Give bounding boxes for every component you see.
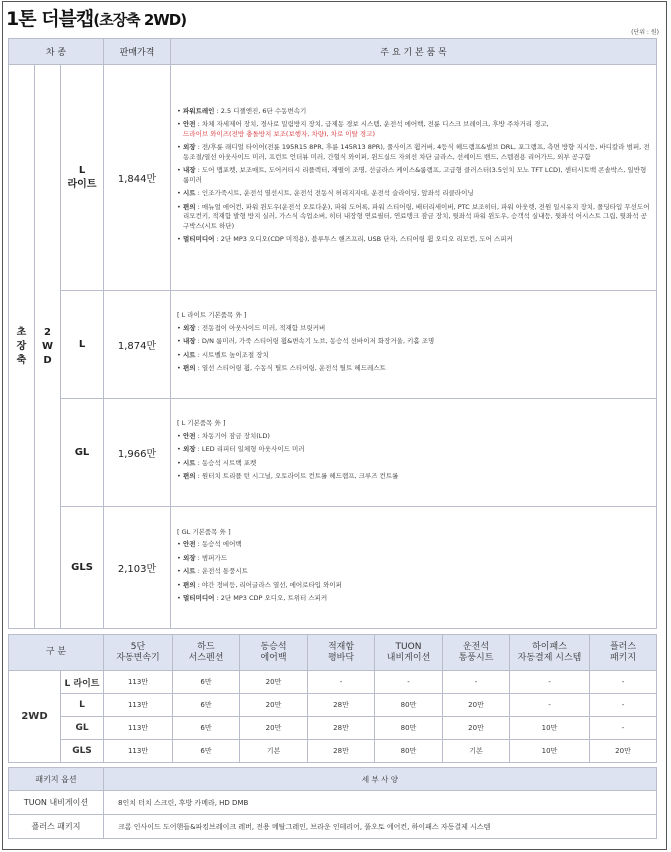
feature-text: : 차체 자세제어 장치, 경사로 밀림방지 장치, 급제동 경보 시스템, 운전석 에어백, 전륜 디스크 브레이크, 후방 주차거리 경고,: [195, 120, 549, 128]
option-corner: 구 분: [9, 635, 104, 671]
option-column-header: TUON 내비게이션: [375, 635, 443, 671]
spec-table: [8, 38, 657, 629]
feature-item: [177, 107, 652, 117]
package-table: [8, 767, 657, 839]
option-price: -: [590, 671, 657, 694]
option-table: [8, 634, 657, 763]
feature-category: 시트: [183, 458, 196, 467]
feature-text: : 2.5 디젤엔진, 6단 수동변속기: [214, 106, 307, 115]
option-price: 기본: [443, 740, 510, 763]
option-price: 6만: [173, 694, 240, 717]
option-trim: GLS: [61, 740, 104, 763]
feature-item: [177, 166, 652, 185]
feature-category: 내장: [183, 337, 196, 346]
feature-list: [177, 540, 652, 604]
option-price: 20만: [443, 694, 510, 717]
option-price: 6만: [173, 740, 240, 763]
feature-text: : 운전석 통풍시트: [195, 567, 248, 575]
option-price: -: [443, 671, 510, 694]
feature-text: : LED 리피터 일체형 아웃사이드 미러: [195, 445, 305, 454]
option-price: 10만: [510, 740, 590, 763]
trim-label: GL: [61, 399, 104, 507]
feature-text: : 전동접이 아웃사이드 미러, 적재함 브릿커버: [195, 323, 326, 332]
feature-category: 내장: [183, 166, 196, 174]
feature-text: : D/N 룸미러, 가죽 스티어링 휠&변속기 노브, 동승석 선바이저 화장거울, 키홀 조명: [195, 337, 435, 346]
feature-category: 외장: [183, 553, 196, 562]
trim-label: L 라이트: [61, 65, 104, 291]
page-title: [6, 4, 186, 31]
option-column-header: 적재함 평바닥: [308, 635, 375, 671]
feature-highlight: 드라이브 와이즈(전방 충돌방지 보조(보행자, 차량), 차로 이탈 경고): [183, 129, 376, 138]
option-price: -: [510, 694, 590, 717]
feature-item: [177, 203, 652, 232]
feature-item: [177, 235, 652, 245]
option-price: 6만: [173, 717, 240, 740]
feature-item: [177, 540, 652, 550]
option-price: -: [590, 717, 657, 740]
option-price: 28만: [308, 717, 375, 740]
option-column-header: 하드 서스펜션: [173, 635, 240, 671]
feature-item: [177, 472, 652, 482]
header-features: 주 요 기 본 품 목: [171, 39, 657, 65]
feature-text: : 차동기어 잠금 장치(LD): [195, 431, 270, 440]
feature-item: [177, 445, 652, 455]
package-detail: 크롬 인사이드 도어핸들&파킹브레이크 레버, 전용 메탈그레인, 브라운 인테리어, 풀오토 에어컨, 하이패스 자동결제 시스템: [104, 815, 657, 839]
feature-text: : 전/후륜 래디얼 타이어(전륜 195R15 8PR, 후륜 145R13 8PR), 풀사이즈 휠커버, 4등식 헤드램프&벌브 DRL, 포그램프, 측면 방향 지시등, 바디칼라 범퍼, 전동조절/열선 아웃사이드 미러, 프런트 언더뷰 미러, 간헐식 와이퍼, 윈드실드 자외선 차단 글라스, 선셰이드 밴드, 스텝겸용 리어가드, 외부 공구함: [183, 143, 650, 161]
feature-category: 시트: [183, 567, 196, 575]
features-cell: [171, 507, 657, 629]
title-sub: (초장축 2WD): [93, 11, 187, 29]
package-header-right: 세 부 사 양: [104, 768, 657, 791]
option-price: 20만: [240, 694, 308, 717]
feature-category: 파워트레인: [183, 106, 215, 115]
option-trim: L: [61, 694, 104, 717]
option-price: 28만: [308, 740, 375, 763]
features-cell: [171, 399, 657, 507]
feature-item: [177, 324, 652, 334]
option-column-header: 운전석 통풍시트: [443, 635, 510, 671]
feature-lead: [ L 라이트 기본품목 外 ]: [177, 311, 247, 320]
feature-category: 안전: [183, 431, 196, 440]
option-price: 20만: [240, 671, 308, 694]
feature-item: [177, 459, 652, 469]
option-price: 80만: [375, 740, 443, 763]
feature-item: [177, 337, 652, 347]
feature-list: [177, 107, 652, 245]
option-price: -: [375, 671, 443, 694]
feature-category: 외장: [183, 143, 196, 151]
option-column-header: 5단 자동변속기: [104, 635, 173, 671]
trim-price: 2,103만: [104, 507, 171, 629]
feature-category: 멀티미디어: [183, 594, 215, 602]
feature-item: [177, 189, 652, 199]
feature-item: [177, 120, 652, 139]
option-price: 20만: [240, 717, 308, 740]
feature-item: [177, 594, 652, 604]
feature-text: : 2단 MP3 오디오(CDP 미적용), 블루투스 핸즈프리, USB 단자, 스티어링 휠 오디오 리모컨, 도어 스피커: [214, 235, 513, 243]
option-trim: L 라이트: [61, 671, 104, 694]
features-cell: [171, 65, 657, 291]
feature-category: 안전: [183, 120, 196, 128]
feature-category: 안전: [183, 540, 196, 548]
feature-text: : 인조가죽시트, 운전석 열선시트, 운전석 전동식 허리지지대, 운전석 슬라이딩, 앞좌석 리클라이닝: [195, 189, 474, 197]
feature-item: [177, 364, 652, 374]
feature-category: 멀티미디어: [183, 235, 215, 243]
option-price: 80만: [375, 694, 443, 717]
package-name: 플러스 패키지: [9, 815, 104, 839]
feature-text: : 매뉴얼 에어컨, 파워 윈도우(운전석 오토다운), 파워 도어록, 파워 스티어링, 배터리세이버, PTC 보조히터, 파워 아웃렛, 전원 일시유지 장치, 폴딩타입 무선도어 리모컨키, 적재함 발형 방지 실러, 가스식 속업소버, 히터 내장형 연료필터, 연료탱크 잠금 장치, 뒷좌석 파워 윈도우, 승객석 실내등, 뒷좌석 어시스트 그립, 뒷좌석 공구박스(시트 하단): [183, 202, 650, 230]
feature-text: : 열선 스티어링 휠, 수동식 틸트 스티어링, 운전석 틸트 헤드레스트: [195, 364, 386, 373]
option-column-header: 플러스 패키지: [590, 635, 657, 671]
option-price: 113만: [104, 694, 173, 717]
feature-lead: [ GL 기본품목 外 ]: [177, 527, 231, 536]
feature-list: [177, 432, 652, 482]
feature-category: 외장: [183, 445, 196, 454]
package-name: TUON 내비게이션: [9, 791, 104, 815]
feature-category: 편의: [183, 364, 196, 373]
option-price: -: [308, 671, 375, 694]
option-price: 80만: [375, 717, 443, 740]
unit-note: (단위 : 원): [631, 29, 659, 36]
option-price: 기본: [240, 740, 308, 763]
feature-text: : 동승석 시트백 포켓: [195, 458, 257, 467]
feature-item: [177, 581, 652, 591]
option-price: 113만: [104, 740, 173, 763]
trim-price: 1,844만: [104, 65, 171, 291]
trim-label: GLS: [61, 507, 104, 629]
header-model: 차 종: [9, 39, 104, 65]
feature-list: [177, 324, 652, 374]
drive-label: 2 W D: [35, 65, 61, 629]
feature-text: : 원터치 트리플 턴 시그널, 오토라이트 컨트롤 헤드램프, 크루즈 컨트롤: [195, 472, 399, 481]
feature-text: : 동승석 에어백: [195, 540, 242, 548]
group-label: 초 장 축: [9, 65, 35, 629]
feature-item: [177, 554, 652, 564]
option-price: 20만: [590, 740, 657, 763]
option-price: 113만: [104, 717, 173, 740]
feature-category: 시트: [183, 350, 196, 359]
feature-item: [177, 351, 652, 361]
feature-text: : 범퍼가드: [195, 553, 228, 562]
feature-category: 외장: [183, 323, 196, 332]
option-price: 113만: [104, 671, 173, 694]
option-column-header: 하이패스 자동결제 시스템: [510, 635, 590, 671]
feature-category: 시트: [183, 189, 196, 197]
package-detail: 8인치 터치 스크린, 후방 카메라, HD DMB: [104, 791, 657, 815]
feature-item: [177, 567, 652, 577]
feature-item: [177, 143, 652, 162]
feature-lead: [ L 기본품목 外 ]: [177, 419, 226, 428]
option-price: 6만: [173, 671, 240, 694]
features-cell: [171, 291, 657, 399]
title-main: 1톤 더블캡: [6, 8, 94, 30]
option-price: 10만: [510, 717, 590, 740]
trim-price: 1,874만: [104, 291, 171, 399]
feature-category: 편의: [183, 472, 196, 481]
option-price: -: [590, 694, 657, 717]
trim-price: 1,966만: [104, 399, 171, 507]
feature-category: 편의: [183, 202, 196, 211]
option-trim: GL: [61, 717, 104, 740]
feature-item: [177, 432, 652, 442]
option-column-header: 동승석 에어백: [240, 635, 308, 671]
feature-text: : 2단 MP3 CDP 오디오, 트위터 스피커: [214, 594, 328, 602]
option-price: 20만: [443, 717, 510, 740]
package-header-left: 패키지 옵션: [9, 768, 104, 791]
feature-text: : 야간 정비등, 리어글라스 열선, 에어로타입 와이퍼: [195, 580, 342, 589]
header-price: 판매가격: [104, 39, 171, 65]
option-price: -: [510, 671, 590, 694]
feature-text: : 도어 맵포켓, 보조매트, 도어커티시 리플렉터, 재떨이 조명, 선글라스 케이스&룸램프, 고급형 클러스터(3.5인치 모노 TFT LCD), 센터시트백 콘솔박스, 일반형 룸미러: [183, 166, 647, 184]
option-group: 2WD: [9, 671, 61, 763]
feature-text: : 시트벨트 높이조절 장치: [195, 350, 269, 359]
feature-category: 편의: [183, 580, 196, 589]
option-price: 28만: [308, 694, 375, 717]
trim-label: L: [61, 291, 104, 399]
